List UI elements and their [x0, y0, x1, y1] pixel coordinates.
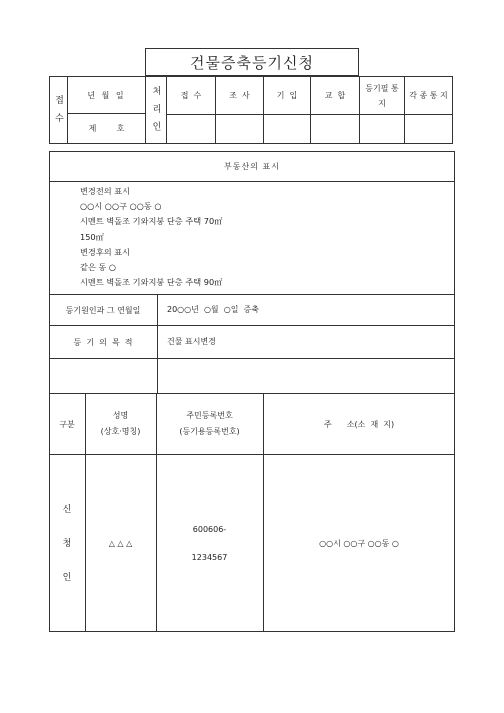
purpose-label: 등 기 의 목 적 — [73, 337, 133, 347]
divider — [49, 181, 455, 182]
cell-verify — [310, 114, 360, 144]
divider — [49, 358, 455, 359]
receipt-number: 제 호 — [67, 113, 146, 144]
applicant-col-name: 성명 (상호·명칭) — [100, 411, 141, 436]
applicant-label: 신 청 인 — [62, 504, 72, 583]
col-investigate: 조 사 — [215, 76, 264, 115]
applicant-col-id: 주민등록번호 (등기용등록번호) — [179, 411, 240, 436]
col-enter: 기 입 — [263, 76, 311, 115]
applicant-id: 600606- 1234567 — [191, 524, 228, 562]
applicant-address: ○○시 ○○구 ○○동 ○ — [319, 539, 399, 548]
applicant-row-label — [49, 455, 85, 632]
cell-receive — [166, 114, 216, 144]
applicant-col-type: 구분 — [59, 419, 75, 429]
cause-label: 등기원인과 그 연월일 — [65, 305, 141, 315]
property-line: 변경전의 표시 — [80, 186, 131, 196]
cause-value: 20○○년 ○월 ○일 증축 — [167, 305, 259, 314]
cell-various-notice — [404, 114, 453, 144]
purpose-value: 건물 표시변경 — [167, 337, 216, 346]
property-heading: 부동산의 표시 — [224, 162, 280, 171]
label-column-divider — [157, 294, 158, 394]
processor-label: 처 리 인 — [145, 76, 167, 144]
property-line: 시멘트 벽돌조 기와지붕 단층 주택 90㎡ — [80, 277, 223, 288]
form-title: 건물증축등기신청 — [145, 48, 359, 76]
registered-notice-label: 등기필 통 지 — [365, 83, 399, 108]
col-verify: 교 합 — [310, 76, 360, 115]
property-line: 변경후의 표시 — [80, 246, 131, 257]
property-line: 시멘트 벽돌조 기와지붕 단층 주택 70㎡ — [80, 216, 223, 227]
cell-investigate — [215, 114, 264, 144]
col-registered-notice — [359, 76, 405, 115]
property-line: 150㎡ — [80, 231, 104, 242]
applicant-name: △ △ △ — [108, 539, 133, 548]
receipt-date: 년 월 일 — [67, 76, 146, 114]
property-line: 같은 동 ○ — [80, 262, 117, 273]
cell-registered-notice — [359, 114, 405, 144]
form-header — [0, 0, 504, 145]
col-various-notice — [404, 76, 453, 115]
receipt-label: 접 수 — [49, 76, 68, 144]
property-line: ○○시 ○○구 ○○동 ○ — [80, 201, 162, 212]
applicant-col-address: 주 소(소 재 지) — [323, 419, 395, 429]
property-description — [80, 184, 440, 290]
col-receive: 접 수 — [166, 76, 216, 115]
cell-enter — [263, 114, 311, 144]
various-notice-label: 각 종 통 지 — [409, 91, 448, 100]
